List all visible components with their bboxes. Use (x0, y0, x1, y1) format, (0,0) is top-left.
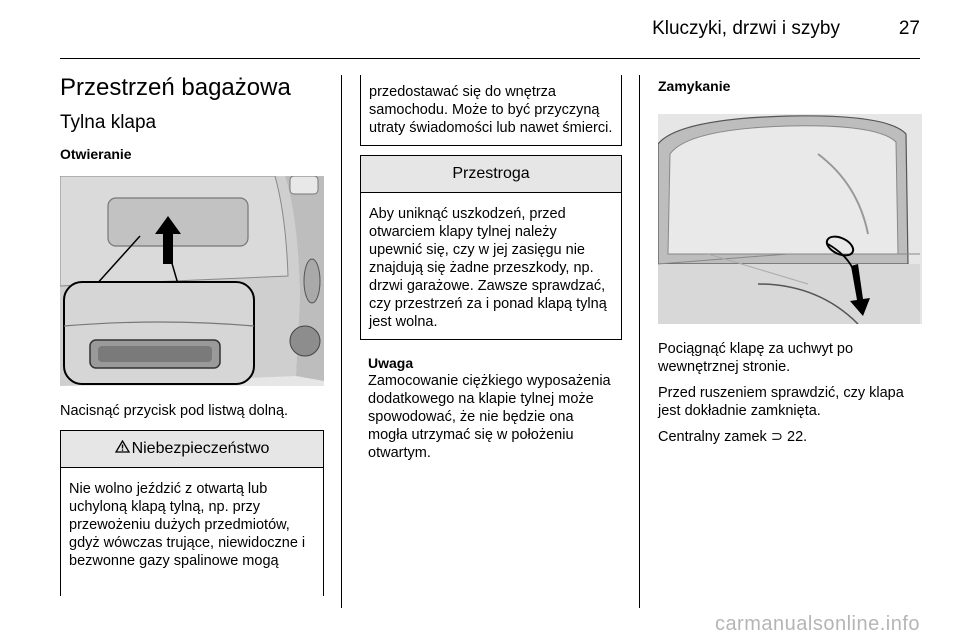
central-lock-reference (658, 428, 920, 446)
note-title: Uwaga (368, 355, 414, 371)
column-divider-left (341, 75, 342, 608)
page-reference-icon: ⊃ (770, 429, 783, 445)
tailgate-close-icon (658, 114, 920, 324)
running-header: Kluczyki, drzwi i szyby (652, 18, 840, 39)
caution-text: Aby uniknąć uszkodzeń, przed otwarciem klapy tylnej należy upewnić się, czy w jej zasięgu nie znajdują się żadne przeszkody, np. drzwi garażowe. Zawsze sprawdzać, czy przestrzeń za i ponad klapą tylną jest wolna. (369, 206, 607, 330)
central-lock-page-link[interactable]: 22. (787, 429, 808, 445)
opening-heading: Otwieranie (60, 146, 132, 162)
note-text: Zamocowanie ciężkiego wyposażenia dodatkowego na klapie tylnej może spowodować, że nie będzie ona mogła utrzymać się w położeniu otwartym. (368, 373, 611, 461)
danger-warning-box (60, 430, 324, 596)
column-divider-right (639, 75, 640, 608)
tailgate-illustration-icon (60, 176, 324, 386)
note-block (360, 354, 622, 462)
caution-box (360, 155, 622, 340)
tailgate-close-illustration (658, 114, 922, 324)
caution-title: Przestroga (361, 156, 621, 193)
header-divider (60, 58, 920, 59)
danger-text: Nie wolno jeździć z otwartą lub uchyloną klapą tylną, np. przy przewożeniu dużych przedmiotów, gdyż wówczas trujące, niewidoczne i bezwonne gazy spalinowe mogą (69, 481, 306, 569)
warning-triangle-icon (115, 440, 130, 458)
watermark: carmanualsonline.info (714, 613, 920, 635)
section-title: Przestrzeń bagażowa (60, 74, 291, 101)
column-2 (360, 75, 622, 462)
page-number: 27 (898, 18, 920, 39)
closing-text-2: Przed ruszeniem sprawdzić, czy klapa jest dokładnie zamknięta. (658, 385, 904, 419)
central-lock-label: Centralny zamek (658, 429, 767, 445)
closing-heading: Zamykanie (658, 78, 731, 94)
danger-continued-box: przedostawać się do wnętrza samochodu. Może to być przyczyną utraty świadomości lub nawet śmierci. (360, 75, 622, 146)
tailgate-open-illustration (60, 176, 324, 386)
column-3 (658, 70, 920, 446)
opening-caption: Nacisnąć przycisk pod listwą dolną. (60, 403, 289, 419)
danger-header (61, 431, 323, 468)
danger-title: Niebezpieczeństwo (131, 440, 270, 457)
column-1 (60, 70, 324, 596)
subsection-title: Tylna klapa (60, 112, 157, 133)
closing-text-1: Pociągnąć klapę za uchwyt po wewnętrznej stronie. (658, 341, 854, 375)
